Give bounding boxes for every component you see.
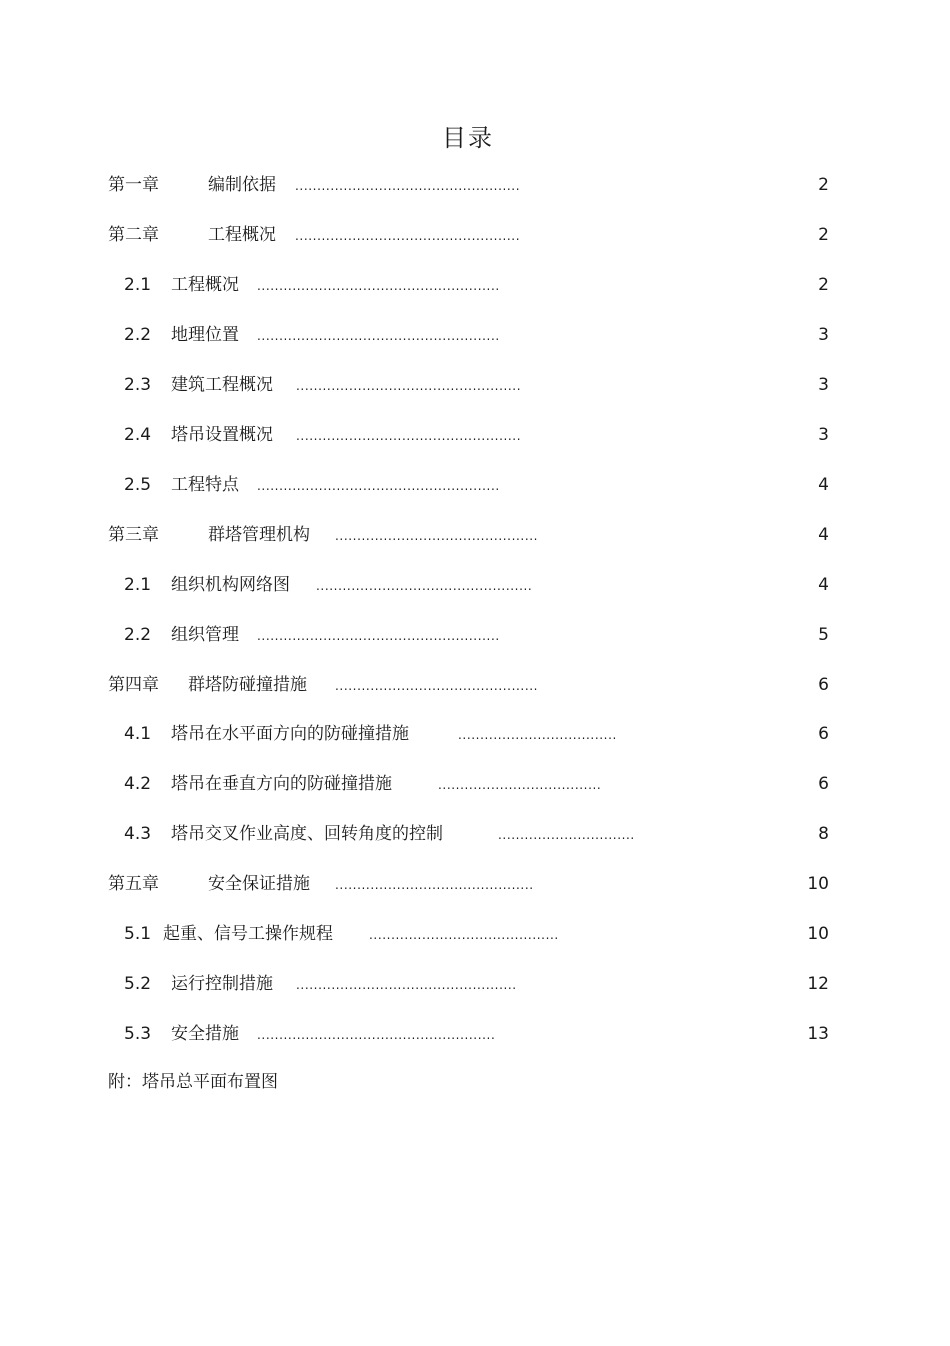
toc-leader-dots: ....................................................... [257,479,500,493]
toc-entry-label: 工程概况 [208,225,276,245]
toc-page-number: 6 [818,724,829,744]
toc-entry-number: 5.1 [124,924,152,944]
toc-page-number: 2 [818,175,829,195]
toc-entry-number: 2.1 [124,275,152,295]
toc-entry[interactable] [0,372,950,398]
toc-page-number: 10 [807,924,829,944]
toc-entry-number: 第五章 [108,874,159,894]
toc-entry-number: 2.5 [124,475,152,495]
toc-page-number: 13 [807,1024,829,1044]
toc-page-number: 4 [818,525,829,545]
toc-entry-number: 第一章 [108,175,159,195]
toc-leader-dots: ..................................... [438,778,602,792]
toc-entry-label: 塔吊在水平面方向的防碰撞措施 [171,724,409,744]
toc-entry-label: 安全措施 [171,1024,239,1044]
toc-entry[interactable] [0,821,950,847]
toc-entry[interactable] [0,572,950,598]
toc-leader-dots: ............................... [498,828,635,842]
toc-leader-dots: .............................................. [335,529,539,543]
toc-leader-dots: ....................................................... [257,329,500,343]
toc-entry[interactable] [0,472,950,498]
toc-entry[interactable] [0,871,950,897]
toc-entry-number: 2.4 [124,425,152,445]
toc-entry-number: 4.2 [124,774,152,794]
toc-entry-number: 2.2 [124,625,152,645]
toc-entry[interactable] [0,672,950,698]
toc-leader-dots: .................................................. [296,978,517,992]
toc-entry-label: 塔吊在垂直方向的防碰撞措施 [171,774,392,794]
toc-entry-label: 编制依据 [208,175,276,195]
toc-entry-number: 5.3 [124,1024,152,1044]
toc-entry-label: 起重、信号工操作规程 [163,924,333,944]
toc-page-number: 3 [818,375,829,395]
toc-entry-label: 运行控制措施 [171,974,273,994]
toc-page-number: 3 [818,325,829,345]
toc-page-number: 4 [818,575,829,595]
toc-leader-dots: ................................................... [295,179,521,193]
toc-entry-number: 4.1 [124,724,152,744]
toc-entry[interactable] [0,522,950,548]
toc-entry-label: 地理位置 [171,325,239,345]
toc-entry-label: 工程特点 [171,475,239,495]
toc-page-number: 2 [818,275,829,295]
toc-leader-dots: .............................................. [335,679,539,693]
toc-page-number: 4 [818,475,829,495]
toc-entry[interactable] [0,771,950,797]
toc-page-number: 12 [807,974,829,994]
toc-entry-label: 塔吊设置概况 [171,425,273,445]
toc-page-number: 2 [818,225,829,245]
toc-page-number: 6 [818,675,829,695]
toc-entry[interactable] [0,721,950,747]
toc-entry-number: 第四章 [108,675,159,695]
toc-entry[interactable] [0,1021,950,1047]
toc-leader-dots: ....................................................... [257,629,500,643]
toc-entry-number: 2.2 [124,325,152,345]
toc-entry-label: 安全保证措施 [208,874,310,894]
toc-leader-dots: ....................................................... [257,279,500,293]
toc-page-number: 8 [818,824,829,844]
toc-entry[interactable] [0,272,950,298]
toc-entry-label: 建筑工程概况 [171,375,273,395]
toc-leader-dots: ........................................... [369,928,559,942]
page-title: 目录 [442,124,494,152]
appendix-note: 附：塔吊总平面布置图 [108,1072,278,1092]
toc-leader-dots: ................................................... [296,429,522,443]
toc-entry-label: 工程概况 [171,275,239,295]
toc-entry[interactable] [0,222,950,248]
toc-page-number: 3 [818,425,829,445]
toc-entry-label: 组织管理 [171,625,239,645]
toc-entry[interactable] [0,971,950,997]
toc-entry-number: 2.1 [124,575,152,595]
toc-entry-number: 第三章 [108,525,159,545]
toc-leader-dots: ................................................. [316,579,533,593]
toc-leader-dots: ...................................................... [257,1028,496,1042]
toc-entry-number: 5.2 [124,974,152,994]
toc-entry[interactable] [0,921,950,947]
toc-entry-label: 群塔管理机构 [208,525,310,545]
toc-entry-label: 塔吊交叉作业高度、回转角度的控制 [171,824,443,844]
toc-leader-dots: .................................... [458,728,617,742]
toc-entry[interactable] [0,322,950,348]
toc-entry-label: 群塔防碰撞措施 [188,675,307,695]
toc-leader-dots: ................................................... [295,229,521,243]
toc-page-number: 6 [818,774,829,794]
toc-entry[interactable] [0,422,950,448]
toc-page-number: 5 [818,625,829,645]
toc-entry-number: 4.3 [124,824,152,844]
toc-entry-number: 2.3 [124,375,152,395]
toc-page-number: 10 [807,874,829,894]
toc-entry-number: 第二章 [108,225,159,245]
toc-entry-label: 组织机构网络图 [171,575,290,595]
toc-leader-dots: ............................................. [335,878,534,892]
toc-leader-dots: ................................................... [296,379,522,393]
toc-entry[interactable] [0,172,950,198]
toc-entry[interactable] [0,622,950,648]
